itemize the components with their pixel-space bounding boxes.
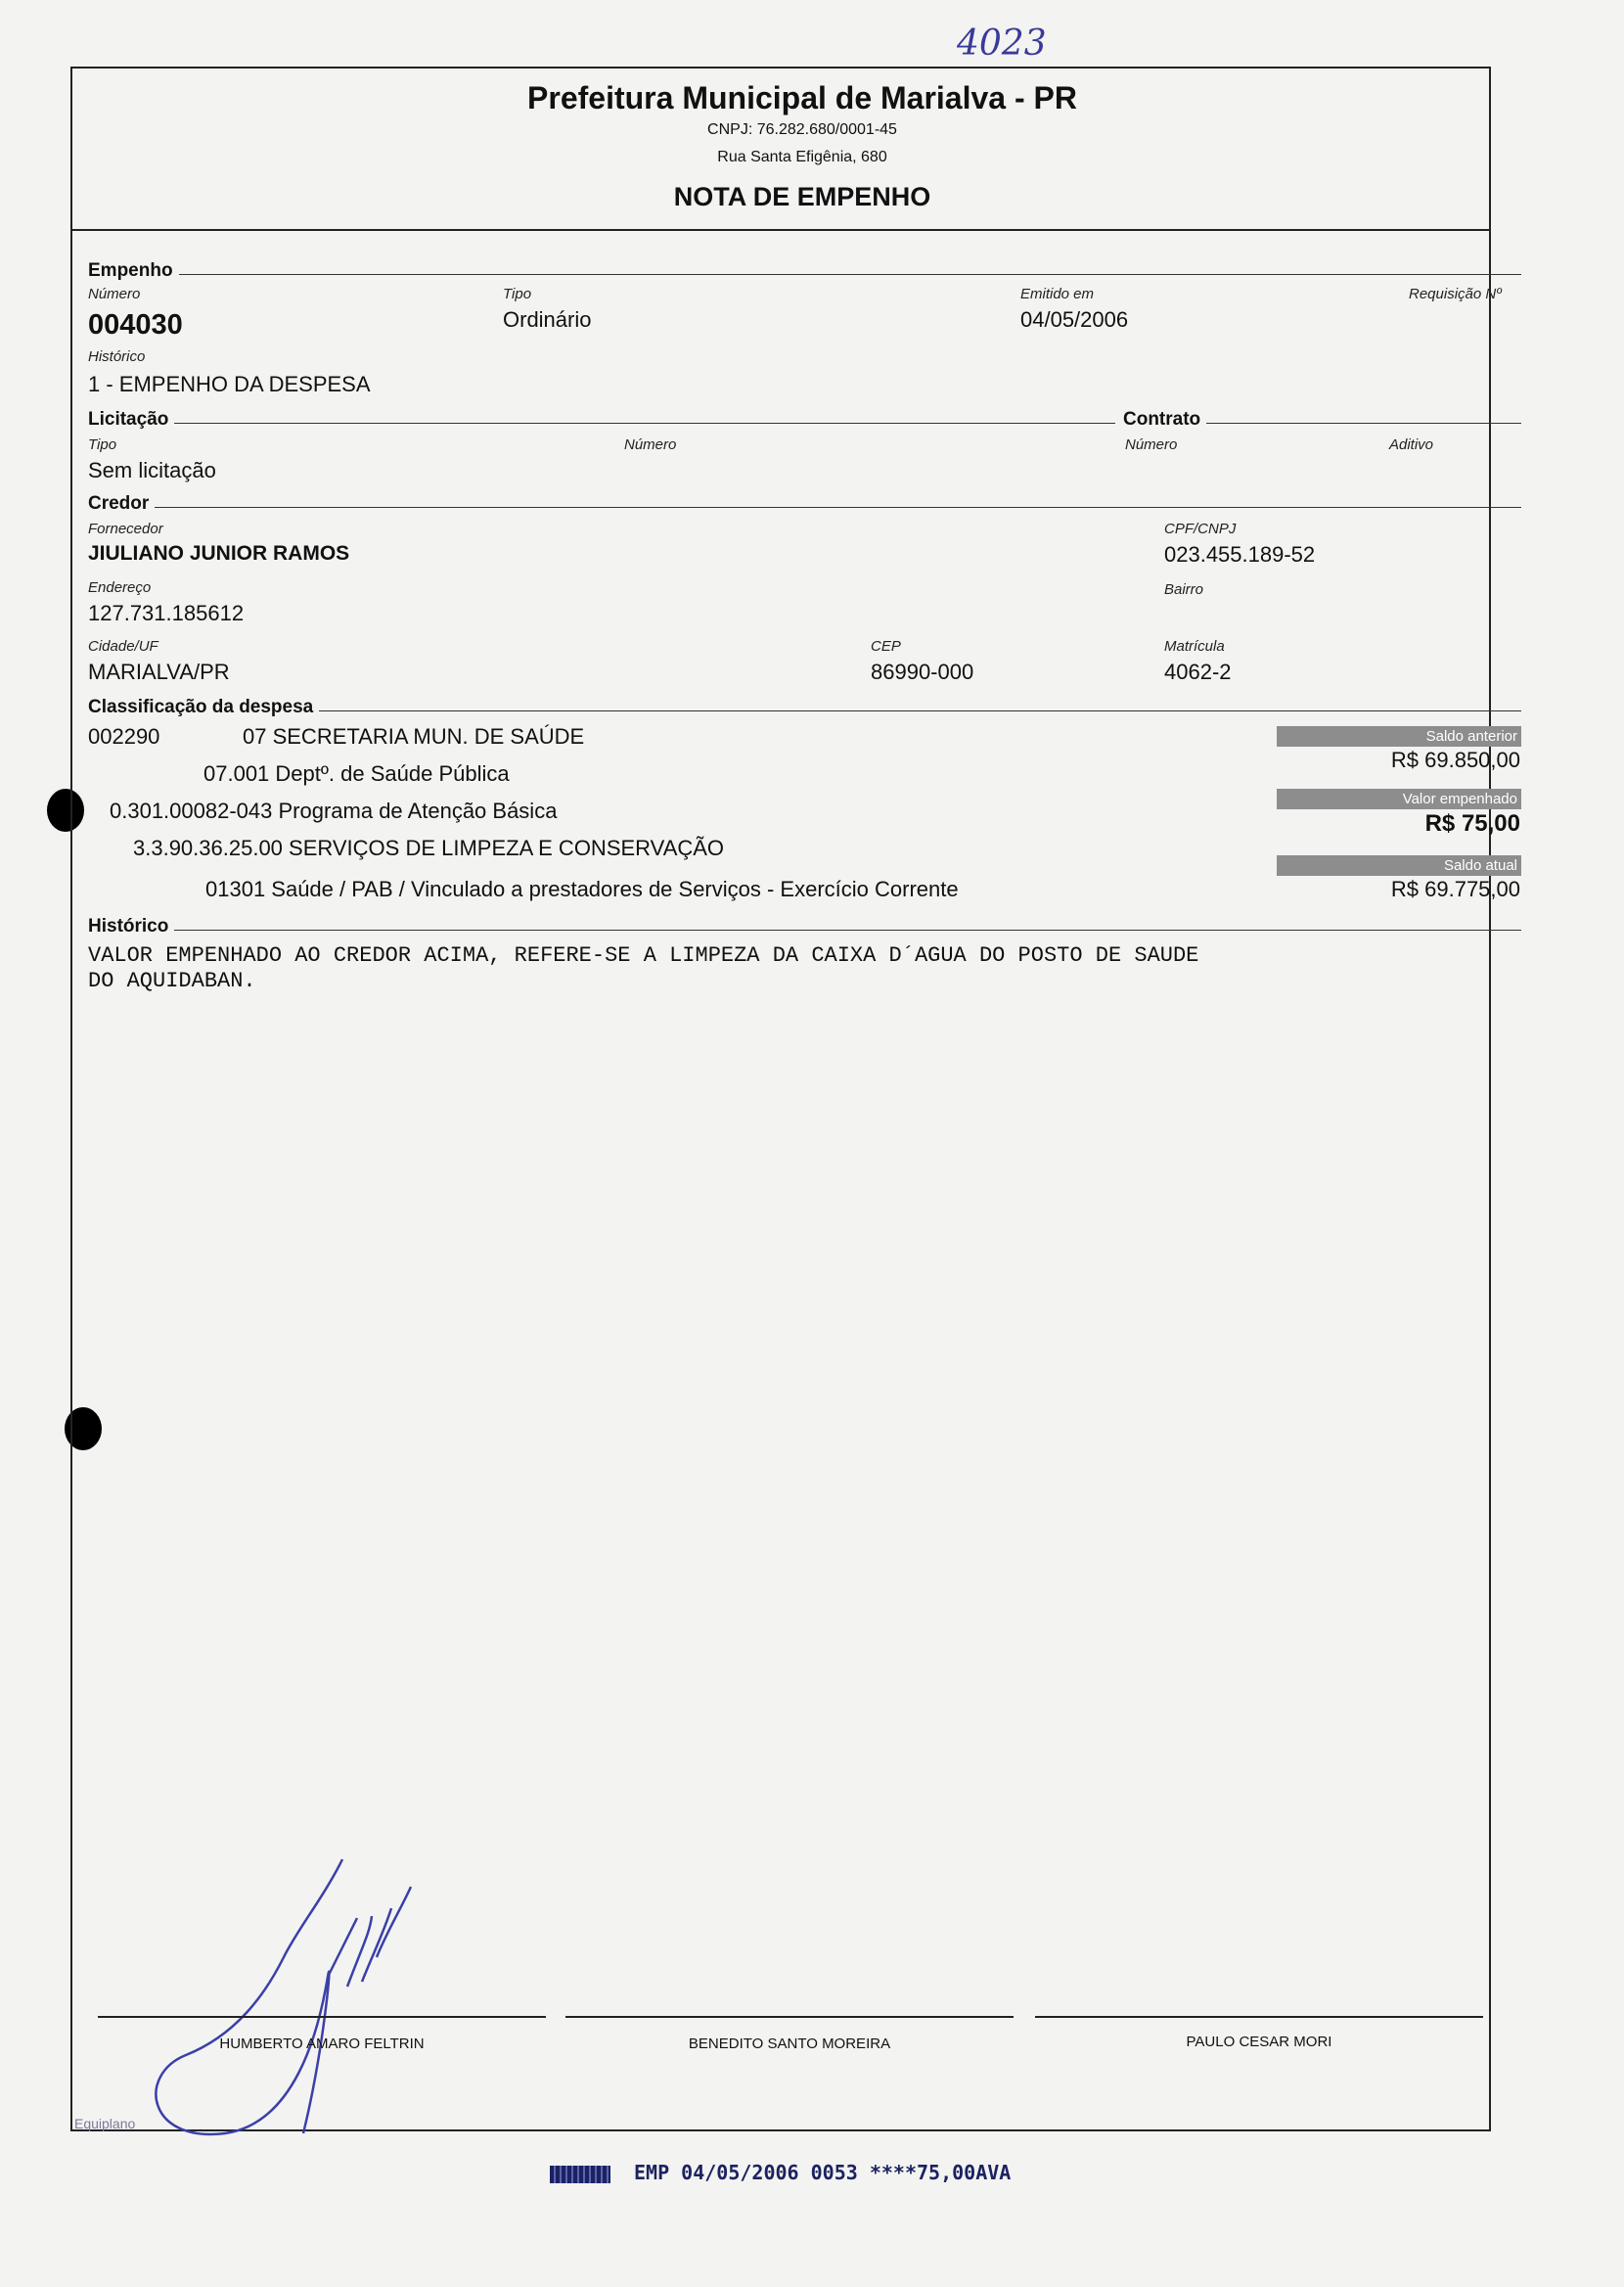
licitacao-numero-label: Número bbox=[624, 436, 677, 453]
elemento-line: 3.3.90.36.25.00 SERVIÇOS DE LIMPEZA E CONSERVAÇÃO bbox=[133, 836, 725, 860]
stamp-logo-icon bbox=[550, 2166, 610, 2183]
cpf-label: CPF/CNPJ bbox=[1164, 521, 1237, 537]
cidade-value: MARIALVA/PR bbox=[88, 660, 230, 684]
historico-value: 1 - EMPENHO DA DESPESA bbox=[88, 372, 371, 396]
header-divider bbox=[70, 229, 1491, 231]
saldo-anterior-value: R$ 69.850,00 bbox=[1390, 748, 1520, 772]
address-text: Rua Santa Efigênia, 680 bbox=[717, 149, 887, 165]
cep-label: CEP bbox=[871, 638, 901, 655]
credor-section-label: Credor bbox=[88, 493, 155, 515]
contrato-aditivo-label: Aditivo bbox=[1389, 436, 1434, 453]
contrato-section-label: Contrato bbox=[1123, 409, 1206, 431]
endereco-value: 127.731.185612 bbox=[88, 601, 245, 625]
endereco-label: Endereço bbox=[88, 579, 152, 596]
matricula-label: Matrícula bbox=[1164, 638, 1225, 655]
bairro-label: Bairro bbox=[1164, 581, 1204, 598]
historico-section-label: Histórico bbox=[88, 916, 174, 938]
numero-label: Número bbox=[88, 286, 141, 302]
programa-line: 0.301.00082-043 Programa de Atenção Básica bbox=[110, 799, 558, 823]
tipo-value: Ordinário bbox=[503, 307, 592, 332]
fornecedor-label: Fornecedor bbox=[88, 521, 163, 537]
historico-label: Histórico bbox=[88, 348, 146, 365]
valor-empenhado-value: R$ 75,00 bbox=[1424, 810, 1520, 837]
tipo-label: Tipo bbox=[503, 286, 532, 302]
emitido-value: 04/05/2006 bbox=[1020, 307, 1129, 332]
classificacao-section-label: Classificação da despesa bbox=[88, 697, 319, 718]
valor-empenhado-label: Valor empenhado bbox=[1277, 789, 1521, 809]
page-title: Prefeitura Municipal de Marialva - PR bbox=[527, 80, 1077, 115]
empenho-number: 004030 bbox=[88, 309, 183, 341]
fornecedor-value: JIULIANO JUNIOR RAMOS bbox=[88, 542, 350, 565]
historico-text-line2: DO AQUIDABAN. bbox=[88, 969, 256, 993]
licitacao-section-label: Licitação bbox=[88, 409, 174, 431]
footer-brand: Equiplano bbox=[74, 2116, 136, 2131]
licitacao-rule bbox=[88, 423, 1115, 424]
licitacao-tipo-value: Sem licitação bbox=[88, 458, 216, 482]
requisicao-label: Requisição Nº bbox=[1409, 286, 1502, 302]
historico-rule bbox=[88, 930, 1521, 931]
validation-stamp: EMP 04/05/2006 0053 ****75,00AVA bbox=[634, 2161, 1012, 2184]
emitido-label: Emitido em bbox=[1020, 286, 1095, 302]
historico-text-line1: VALOR EMPENHADO AO CREDOR ACIMA, REFERE-SE A LIMPEZA DA CAIXA D´AGUA DO POSTO DE SAUDE bbox=[88, 943, 1199, 968]
signature-line-1 bbox=[98, 2016, 546, 2018]
signature-line-2 bbox=[565, 2016, 1014, 2018]
licitacao-tipo-label: Tipo bbox=[88, 436, 117, 453]
empenho-section-label: Empenho bbox=[88, 260, 179, 282]
orgao-line: 07 SECRETARIA MUN. DE SAÚDE bbox=[243, 724, 585, 749]
handwritten-page-number: 4023 bbox=[957, 23, 1047, 64]
classificacao-code: 002290 bbox=[88, 724, 160, 749]
credor-rule bbox=[88, 507, 1521, 508]
saldo-anterior-label: Saldo anterior bbox=[1277, 726, 1521, 747]
cidade-label: Cidade/UF bbox=[88, 638, 158, 655]
signature-name-2: BENEDITO SANTO MOREIRA bbox=[688, 2035, 891, 2052]
handwritten-signature bbox=[117, 1840, 489, 2153]
contrato-numero-label: Número bbox=[1125, 436, 1178, 453]
empenho-rule bbox=[88, 274, 1521, 275]
cep-value: 86990-000 bbox=[871, 660, 974, 684]
signature-line-3 bbox=[1035, 2016, 1483, 2018]
saldo-atual-value: R$ 69.775,00 bbox=[1390, 877, 1520, 901]
signature-name-3: PAULO CESAR MORI bbox=[1186, 2034, 1332, 2050]
cnpj-text: CNPJ: 76.282.680/0001-45 bbox=[707, 121, 897, 138]
document-title: NOTA DE EMPENHO bbox=[673, 182, 931, 211]
saldo-atual-label: Saldo atual bbox=[1277, 855, 1521, 876]
matricula-value: 4062-2 bbox=[1164, 660, 1232, 684]
unidade-line: 07.001 Deptº. de Saúde Pública bbox=[203, 761, 510, 786]
signature-name-1: HUMBERTO AMARO FELTRIN bbox=[219, 2035, 425, 2052]
cpf-value: 023.455.189-52 bbox=[1164, 542, 1316, 567]
recurso-line: 01301 Saúde / PAB / Vinculado a prestadores de Serviços - Exercício Corrente bbox=[205, 877, 959, 901]
